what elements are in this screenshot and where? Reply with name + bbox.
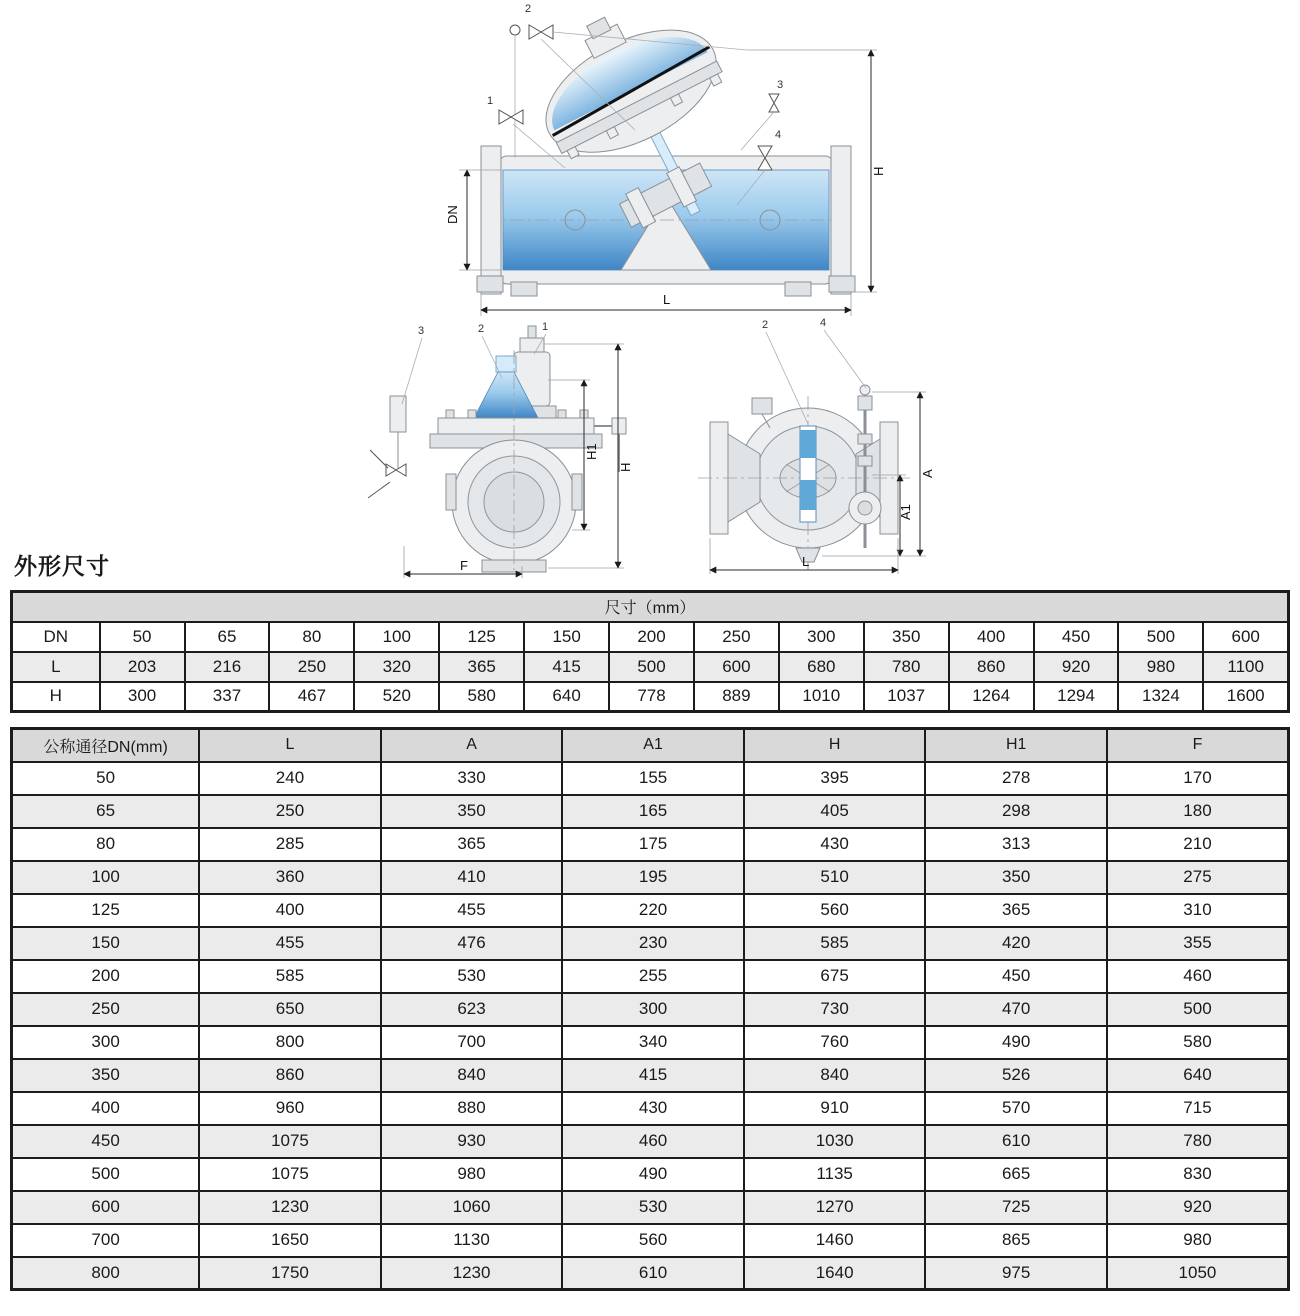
callout-1: 1	[542, 321, 549, 333]
row-label: L	[12, 652, 100, 682]
table-cell: 560	[562, 1224, 744, 1257]
table-cell: 210	[1107, 828, 1289, 861]
table-cell: 585	[199, 960, 381, 993]
table-cell: 250	[199, 795, 381, 828]
dimension-table-row-dn65	[12, 795, 1289, 828]
table-cell: 1135	[744, 1158, 926, 1191]
table-cell: 510	[744, 861, 926, 894]
dim-label-h: H	[871, 166, 886, 176]
table-cell: 200	[609, 622, 694, 652]
table-cell: 470	[925, 993, 1107, 1026]
table-cell: 165	[562, 795, 744, 828]
valve-symbol-icon	[769, 94, 779, 103]
table-cell: 278	[925, 762, 1107, 795]
table-cell: 1460	[744, 1224, 926, 1257]
table-cell: 230	[562, 927, 744, 960]
table-cell: 623	[381, 993, 563, 1026]
table-cell: 350	[925, 861, 1107, 894]
dim-label-a1: A1	[898, 504, 913, 520]
table-cell: 175	[562, 828, 744, 861]
dim-label-h: H	[618, 462, 633, 472]
table-cell: 1270	[744, 1191, 926, 1224]
table-cell: 500	[1107, 993, 1289, 1026]
table-cell: 980	[1118, 652, 1203, 682]
table-cell: 960	[199, 1092, 381, 1125]
dimension-table-header-row	[12, 729, 1289, 762]
table-cell: 400	[12, 1092, 200, 1125]
table-cell: 680	[779, 652, 864, 682]
table-cell: 700	[381, 1026, 563, 1059]
dimension-table-row-dn200	[12, 960, 1289, 993]
dimension-table-row-dn700	[12, 1224, 1289, 1257]
table-cell: 50	[100, 622, 185, 652]
table-cell: 180	[1107, 795, 1289, 828]
table-cell: 125	[439, 622, 524, 652]
table-cell: 980	[381, 1158, 563, 1191]
table-cell: 570	[925, 1092, 1107, 1125]
table-cell: 930	[381, 1125, 563, 1158]
dimension-table-row-dn250	[12, 993, 1289, 1026]
dimension-table-row-dn600	[12, 1191, 1289, 1224]
dim-label-dn: DN	[445, 205, 460, 224]
valve-side-view-drawing	[658, 316, 953, 581]
table-cell: 530	[381, 960, 563, 993]
dimension-table-row-dn800	[12, 1257, 1289, 1290]
table-cell: 1075	[199, 1158, 381, 1191]
table-cell: 1324	[1118, 682, 1203, 712]
size-table-row-h	[12, 682, 1289, 712]
table-cell: 250	[694, 622, 779, 652]
table-cell: 580	[439, 682, 524, 712]
table-cell: 800	[12, 1257, 200, 1290]
table-cell: 100	[12, 861, 200, 894]
table-cell: 395	[744, 762, 926, 795]
table-cell: 150	[12, 927, 200, 960]
table-cell: 640	[1107, 1059, 1289, 1092]
table-cell: 1230	[199, 1191, 381, 1224]
table-cell: 216	[185, 652, 270, 682]
table-cell: 350	[12, 1059, 200, 1092]
table-cell: 460	[1107, 960, 1289, 993]
table-cell: 467	[269, 682, 354, 712]
table-cell: 725	[925, 1191, 1107, 1224]
table-cell: 100	[354, 622, 439, 652]
callout-3: 3	[777, 79, 784, 91]
table-cell: 1010	[779, 682, 864, 712]
table-cell: 600	[694, 652, 779, 682]
dim-label-l: L	[802, 554, 810, 569]
table-cell: 778	[609, 682, 694, 712]
table-cell: 410	[381, 861, 563, 894]
column-header: F	[1107, 729, 1289, 762]
dimension-table-row-dn125	[12, 894, 1289, 927]
table-cell: 1060	[381, 1191, 563, 1224]
table-cell: 665	[925, 1158, 1107, 1191]
table-cell: 125	[12, 894, 200, 927]
table-cell: 400	[199, 894, 381, 927]
table-cell: 320	[354, 652, 439, 682]
table-cell: 415	[524, 652, 609, 682]
column-header: H1	[925, 729, 1107, 762]
dimension-table-row-dn50	[12, 762, 1289, 795]
table-cell: 490	[562, 1158, 744, 1191]
table-cell: 220	[562, 894, 744, 927]
table-cell: 203	[100, 652, 185, 682]
size-table-row-dn	[12, 622, 1289, 652]
table-cell: 800	[199, 1026, 381, 1059]
size-table	[10, 590, 1290, 713]
table-cell: 1640	[744, 1257, 926, 1290]
row-label: H	[12, 682, 100, 712]
table-cell: 1037	[864, 682, 949, 712]
table-cell: 520	[354, 682, 439, 712]
table-cell: 300	[562, 993, 744, 1026]
dim-label-a: A	[920, 469, 935, 478]
table-cell: 1750	[199, 1257, 381, 1290]
callout-4: 4	[775, 129, 782, 141]
table-cell: 526	[925, 1059, 1107, 1092]
table-cell: 240	[199, 762, 381, 795]
dimension-table-row-dn150	[12, 927, 1289, 960]
table-cell: 300	[100, 682, 185, 712]
table-cell: 80	[12, 828, 200, 861]
table-cell: 460	[562, 1125, 744, 1158]
table-cell: 430	[744, 828, 926, 861]
table-cell: 600	[12, 1191, 200, 1224]
callout-3: 3	[418, 325, 425, 337]
table-cell: 365	[925, 894, 1107, 927]
dimension-table-row-dn80	[12, 828, 1289, 861]
table-cell: 1075	[199, 1125, 381, 1158]
dimension-table-row-dn100	[12, 861, 1289, 894]
table-cell: 840	[744, 1059, 926, 1092]
table-cell: 80	[269, 622, 354, 652]
table-cell: 975	[925, 1257, 1107, 1290]
valve-body-section	[477, 146, 855, 296]
table-cell: 860	[199, 1059, 381, 1092]
table-cell: 195	[562, 861, 744, 894]
table-cell: 430	[562, 1092, 744, 1125]
table-cell: 830	[1107, 1158, 1289, 1191]
table-cell: 780	[1107, 1125, 1289, 1158]
table-cell: 1230	[381, 1257, 563, 1290]
table-cell: 715	[1107, 1092, 1289, 1125]
table-cell: 640	[524, 682, 609, 712]
table-cell: 330	[381, 762, 563, 795]
table-cell: 610	[925, 1125, 1107, 1158]
dim-label-l: L	[663, 292, 671, 307]
size-table-title: 尺寸（mm）	[12, 592, 1289, 622]
table-cell: 476	[381, 927, 563, 960]
table-cell: 350	[864, 622, 949, 652]
table-cell: 889	[694, 682, 779, 712]
table-cell: 170	[1107, 762, 1289, 795]
table-cell: 675	[744, 960, 926, 993]
table-cell: 1050	[1107, 1257, 1289, 1290]
valve-symbol-icon	[499, 110, 511, 124]
column-header: 公称通径DN(mm)	[12, 729, 200, 762]
size-table-title-row	[12, 592, 1289, 622]
table-cell: 580	[1107, 1026, 1289, 1059]
table-cell: 700	[12, 1224, 200, 1257]
table-cell: 840	[381, 1059, 563, 1092]
table-cell: 1030	[744, 1125, 926, 1158]
valve-section-drawing	[425, 0, 895, 335]
table-cell: 1600	[1203, 682, 1288, 712]
page-title: 外形尺寸	[14, 553, 110, 579]
dimension-table	[10, 727, 1290, 1291]
dim-label-f: F	[460, 558, 468, 573]
table-cell: 250	[12, 993, 200, 1026]
table-cell: 365	[439, 652, 524, 682]
table-cell: 880	[381, 1092, 563, 1125]
side-view-body	[698, 385, 910, 570]
table-cell: 650	[199, 993, 381, 1026]
table-cell: 400	[949, 622, 1034, 652]
dimension-table-row-dn300	[12, 1026, 1289, 1059]
table-cell: 490	[925, 1026, 1107, 1059]
table-cell: 450	[925, 960, 1107, 993]
table-cell: 560	[744, 894, 926, 927]
table-cell: 1294	[1034, 682, 1119, 712]
table-cell: 920	[1107, 1191, 1289, 1224]
dimension-table-row-dn500	[12, 1158, 1289, 1191]
table-cell: 250	[269, 652, 354, 682]
table-cell: 865	[925, 1224, 1107, 1257]
table-cell: 500	[609, 652, 694, 682]
table-cell: 860	[949, 652, 1034, 682]
callout-4: 4	[820, 317, 827, 329]
table-cell: 1650	[199, 1224, 381, 1257]
dimension-table-row-dn450	[12, 1125, 1289, 1158]
column-header: A	[381, 729, 563, 762]
dimension-table-row-dn400	[12, 1092, 1289, 1125]
table-cell: 405	[744, 795, 926, 828]
table-cell: 155	[562, 762, 744, 795]
table-cell: 530	[562, 1191, 744, 1224]
callout-2: 2	[525, 3, 532, 15]
table-cell: 455	[199, 927, 381, 960]
table-cell: 65	[185, 622, 270, 652]
table-cell: 365	[381, 828, 563, 861]
table-cell: 300	[779, 622, 864, 652]
table-cell: 910	[744, 1092, 926, 1125]
callout-2: 2	[478, 323, 485, 335]
table-cell: 450	[1034, 622, 1119, 652]
table-cell: 340	[562, 1026, 744, 1059]
table-cell: 1264	[949, 682, 1034, 712]
table-cell: 980	[1107, 1224, 1289, 1257]
table-cell: 455	[381, 894, 563, 927]
table-cell: 610	[562, 1257, 744, 1290]
dimension-table-row-dn350	[12, 1059, 1289, 1092]
column-header: L	[199, 729, 381, 762]
table-cell: 285	[199, 828, 381, 861]
table-cell: 255	[562, 960, 744, 993]
gauge-icon	[510, 25, 520, 35]
table-cell: 360	[199, 861, 381, 894]
table-cell: 298	[925, 795, 1107, 828]
valve-symbol-icon	[529, 25, 541, 39]
callout-1: 1	[487, 95, 494, 107]
table-cell: 500	[12, 1158, 200, 1191]
table-cell: 310	[1107, 894, 1289, 927]
table-cell: 275	[1107, 861, 1289, 894]
size-table-row-l	[12, 652, 1289, 682]
table-cell: 65	[12, 795, 200, 828]
valve-front-view-drawing	[362, 320, 652, 582]
table-cell: 350	[381, 795, 563, 828]
table-cell: 337	[185, 682, 270, 712]
table-cell: 313	[925, 828, 1107, 861]
table-cell: 585	[744, 927, 926, 960]
table-cell: 920	[1034, 652, 1119, 682]
column-header: H	[744, 729, 926, 762]
dim-label-h1: H1	[584, 443, 599, 460]
table-cell: 300	[12, 1026, 200, 1059]
table-cell: 415	[562, 1059, 744, 1092]
table-cell: 200	[12, 960, 200, 993]
table-cell: 150	[524, 622, 609, 652]
row-label: DN	[12, 622, 100, 652]
table-cell: 450	[12, 1125, 200, 1158]
table-cell: 355	[1107, 927, 1289, 960]
table-cell: 730	[744, 993, 926, 1026]
table-cell: 500	[1118, 622, 1203, 652]
callout-2: 2	[762, 319, 769, 331]
table-cell: 1100	[1203, 652, 1288, 682]
table-cell: 600	[1203, 622, 1288, 652]
table-cell: 420	[925, 927, 1107, 960]
table-cell: 780	[864, 652, 949, 682]
column-header: A1	[562, 729, 744, 762]
table-cell: 760	[744, 1026, 926, 1059]
table-cell: 50	[12, 762, 200, 795]
table-cell: 1130	[381, 1224, 563, 1257]
